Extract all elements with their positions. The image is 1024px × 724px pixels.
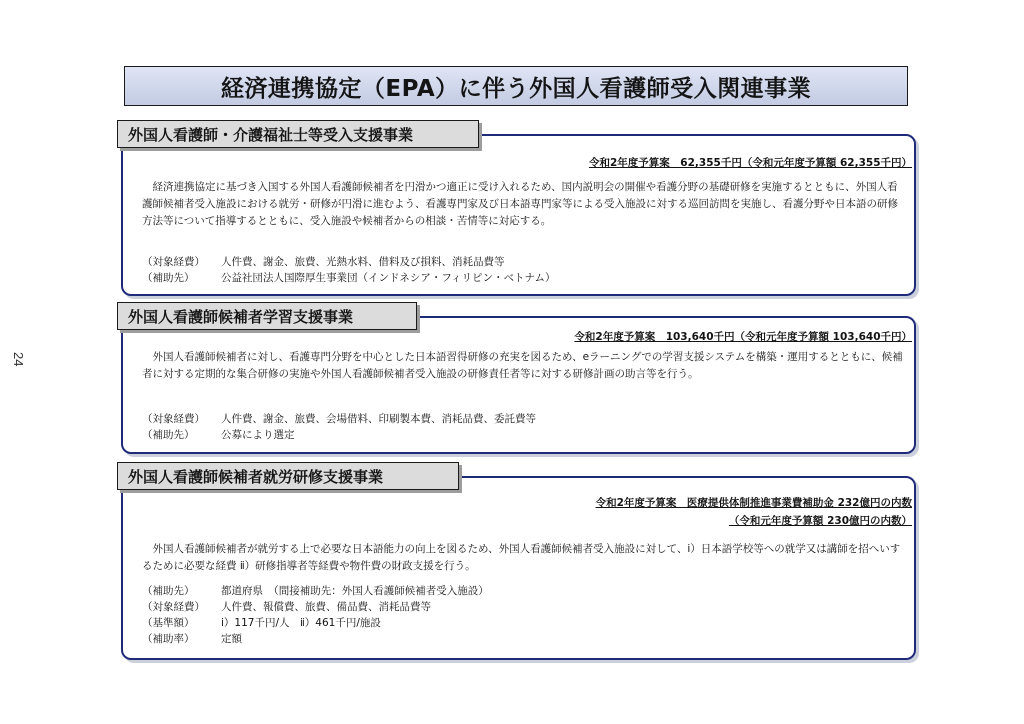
section-row (142, 632, 242, 647)
page-title: 経済連携協定（EPA）に伴う外国人看護師受入関連事業 (124, 66, 908, 106)
section-row (142, 584, 489, 599)
row-value: 公益社団法人国際厚生事業団（インドネシア・フィリピン・ベトナム） (221, 272, 556, 284)
row-label: （対象経費） (142, 256, 205, 268)
section-budget-3: 令和2年度予算案 医療提供体制推進事業費補助金 232億円の内数 (595, 497, 912, 509)
row-value: 人件費、謝金、旅費、会場借料、印刷製本費、消耗品費、委託費等 (221, 413, 536, 425)
row-label: （基準額） (142, 617, 195, 629)
section-budget-2: 令和2年度予算案 103,640千円（令和元年度予算額 103,640千円） (574, 331, 912, 343)
row-value: 定額 (221, 633, 242, 645)
row-value: 都道府県 （間接補助先：外国人看護師候補者受入施設） (221, 585, 489, 597)
section-row (142, 600, 431, 615)
section-budget-1: 令和2年度予算案 62,355千円（令和元年度予算額 62,355千円） (589, 157, 912, 169)
section-row (142, 271, 556, 286)
row-label: （補助先） (142, 272, 195, 284)
section-row (142, 428, 295, 443)
row-value: 人件費、謝金、旅費、光熱水料、借料及び損料、消耗品費等 (221, 256, 505, 268)
section-row (142, 616, 381, 631)
section-description-2: 外国人看護師候補者に対し、看護専門分野を中心とした日本語習得研修の充実を図るため、eラーニングでの学習支援システムを構築・運用するとともに、候補者に対する定期的な集合研修の実施や外国人看護師候補者受入施設の研修責任者等に対する研修計画の助言等を行う。 (142, 351, 903, 380)
section-budget-3-previous: （令和元年度予算額 230億円の内数） (728, 515, 912, 527)
row-label: （対象経費） (142, 601, 205, 613)
section-row (142, 412, 536, 427)
section-title-2: 外国人看護師候補者学習支援事業 (117, 302, 417, 330)
section-title-3: 外国人看護師候補者就労研修支援事業 (117, 462, 459, 490)
section-title-1: 外国人看護師・介護福祉士等受入支援事業 (117, 120, 479, 148)
row-value: 人件費、報償費、旅費、備品費、消耗品費等 (221, 601, 431, 613)
section-row (142, 255, 505, 270)
row-value: ⅰ）117千円/人 ⅱ）461千円/施設 (221, 617, 381, 629)
page-number: 24 (11, 352, 26, 367)
row-label: （補助先） (142, 585, 195, 597)
row-label: （補助率） (142, 633, 195, 645)
row-label: （対象経費） (142, 413, 205, 425)
section-description-3: 外国人看護師候補者が就労する上で必要な日本語能力の向上を図るため、外国人看護師候補者受入施設に対して、ⅰ）日本語学校等への就学又は講師を招へいするために必要な経費 ⅱ）研修指導者等経費や物件費の財政支援を行う。 (142, 543, 901, 572)
section-description-1: 経済連携協定に基づき入国する外国人看護師候補者を円滑かつ適正に受け入れるため、国内説明会の開催や看護分野の基礎研修を実施するとともに、外国人看護師候補者受入施設における就労・研修が円滑に進むよう、看護専門家及び日本語専門家等による受入施設に対する巡回訪問を実施し、看護分野や日本語の研修方法等について指導するとともに、受入施設や候補者からの相談・苦情等に対応する。 (142, 181, 898, 227)
row-label: （補助先） (142, 429, 195, 441)
row-value: 公募により選定 (221, 429, 295, 441)
